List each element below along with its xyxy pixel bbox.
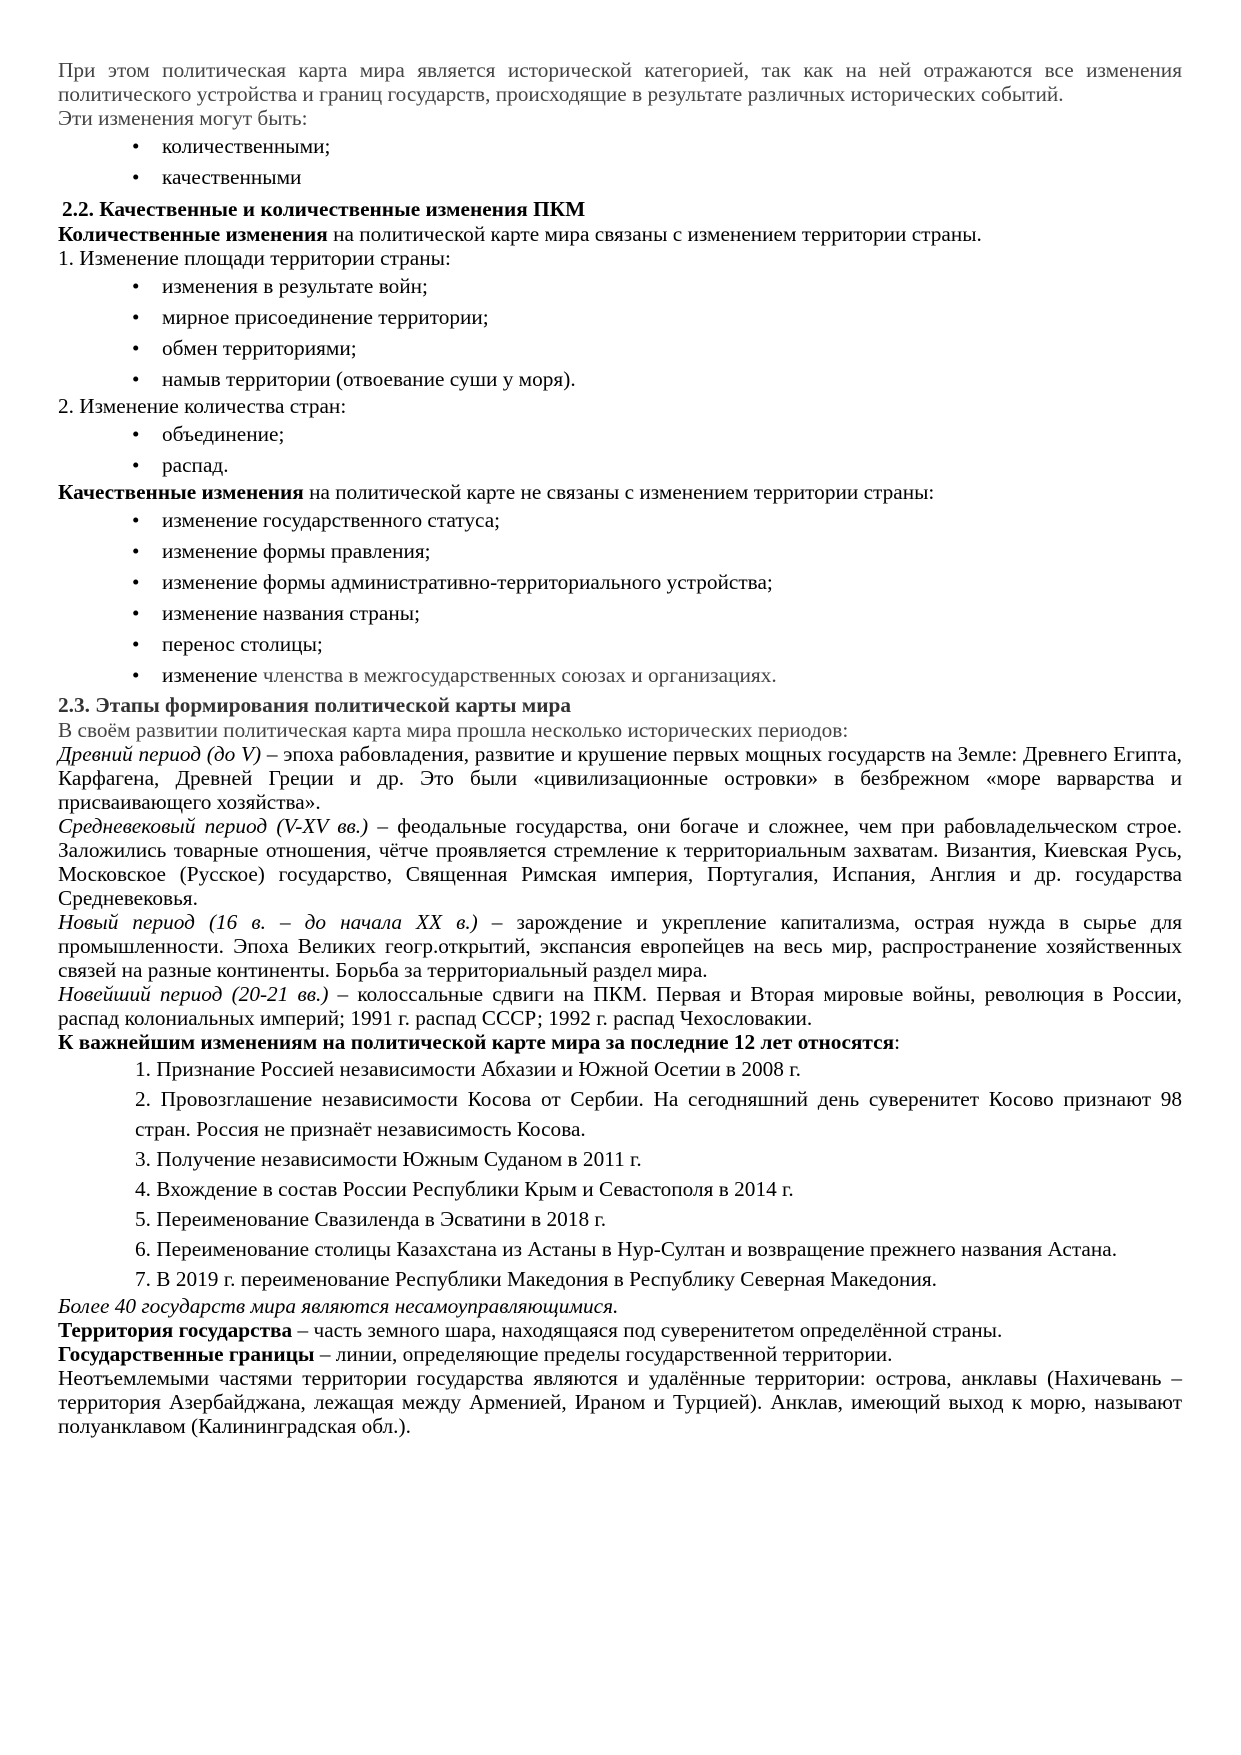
- bullet-icon: •: [132, 570, 140, 594]
- list-item: • объединение;: [58, 420, 1182, 449]
- list-item: • количественными;: [58, 132, 1182, 161]
- intro-lead: Эти изменения могут быть:: [58, 106, 308, 130]
- term: Государственные границы: [58, 1342, 315, 1366]
- term: Количественные изменения: [58, 222, 328, 246]
- list-item: 7. В 2019 г. переименование Республики Македония в Республику Северная Македония.: [135, 1267, 937, 1291]
- intro-list: [58, 132, 1182, 192]
- bullet-icon: •: [132, 422, 140, 446]
- bullet-icon: •: [132, 663, 140, 687]
- list-item: • изменение членства в межгосударственных союзах и организациях.: [58, 661, 1182, 690]
- definition-territory: Территория государства – часть земного шара, находящаяся под суверенитетом определённой страны.: [58, 1318, 1003, 1342]
- bullet-icon: •: [132, 601, 140, 625]
- bullet-icon: •: [132, 632, 140, 656]
- list-item: • изменение государственного статуса;: [58, 506, 1182, 535]
- bullet-icon: •: [132, 134, 140, 158]
- group2-title: 2. Изменение количества стран:: [58, 394, 347, 418]
- bullet-icon: •: [132, 165, 140, 189]
- list-item: 6. Переименование столицы Казахстана из Астаны в Нур-Султан и возвращение прежнего названия Астана.: [135, 1237, 1118, 1261]
- period-name: Древний период (до V): [58, 742, 262, 766]
- period-new: Новый период (16 в. – до начала XX в.) – зарождение и укрепление капитализма, острая нужда в сырье для промышленности. Эпоха Великих геогр.открытий, экспансия европейцев на весь мир, распространение хозяйственных связей на разные континенты. Борьба за территориальный раздел мира.: [58, 910, 1182, 982]
- list-item: • распад.: [58, 451, 1182, 480]
- list-item: • качественными: [58, 163, 1182, 192]
- bullet-icon: •: [132, 508, 140, 532]
- qual-definition: Качественные изменения на политической карте не связаны с изменением территории страны:: [58, 480, 935, 504]
- bullet-icon: •: [132, 539, 140, 563]
- recent-changes-title: К важнейшим изменениям на политической карте мира за последние 12 лет относятся:: [58, 1030, 901, 1054]
- section-heading-2-3: 2.3. Этапы формирования политической карты мира: [58, 693, 572, 717]
- list-item: • обмен территориями;: [58, 334, 1182, 363]
- bullet-icon: •: [132, 305, 140, 329]
- term: Территория государства: [58, 1318, 293, 1342]
- document-page: [58, 58, 1182, 1438]
- quant-definition: Количественные изменения на политической карте мира связаны с изменением территории страны.: [58, 222, 982, 246]
- list-item: • перенос столицы;: [58, 630, 1182, 659]
- period-name: Средневековый период (V-XV вв.): [58, 814, 369, 838]
- period-newest: Новейший период (20-21 вв.) – колоссальные сдвиги на ПКМ. Первая и Вторая мировые войны, революция в России, распад колониальных империй; 1991 г. распад СССР; 1992 г. распад Чехословакии.: [58, 982, 1182, 1030]
- note: Более 40 государств мира являются несамоуправляющимися.: [58, 1294, 619, 1318]
- period-medieval: Средневековый период (V-XV вв.) – феодальные государства, они богаче и сложнее, чем при рабовладельческом строе. Заложились товарные отношения, чётче проявляется стремление к территориальным захватам. Византия, Киевская Русь, Московское (Русское) государство, Священная Римская империя, Португалия, Испания, Англия и др. государства Средневековья.: [58, 814, 1182, 910]
- group1-list: [58, 272, 1182, 394]
- list-item: • изменения в результате войн;: [58, 272, 1182, 301]
- list-item: • изменение формы административно-территориального устройства;: [58, 568, 1182, 597]
- list-item: 2. Провозглашение независимости Косова от Сербии. На сегодняшний день суверенитет Косово признают 98 стран. Россия не признаёт независимость Косова.: [135, 1087, 1182, 1141]
- section-heading-2-2: 2.2. Качественные и количественные изменения ПКМ: [62, 197, 586, 221]
- list-item: 4. Вхождение в состав России Республики Крым и Севастополя в 2014 г.: [135, 1177, 794, 1201]
- list-item: 5. Переименование Свазиленда в Эсватини в 2018 г.: [135, 1207, 607, 1231]
- bullet-icon: •: [132, 274, 140, 298]
- group1-title: 1. Изменение площади территории страны:: [58, 246, 451, 270]
- list-item: • изменение формы правления;: [58, 537, 1182, 566]
- recent-changes-list: [58, 1054, 1182, 1294]
- bullet-icon: •: [132, 453, 140, 477]
- definition-borders: Государственные границы – линии, определяющие пределы государственной территории.: [58, 1342, 893, 1366]
- group2-list: [58, 420, 1182, 480]
- closing-paragraph: Неотъемлемыми частями территории государства являются и удалённые территории: острова, анклавы (Нахичевань – территория Азербайджана, лежащая между Арменией, Ираном и Турцией). Анклав, имеющий выход к морю, называют полуанклавом (Калининградская обл.).: [58, 1366, 1182, 1438]
- period-ancient: Древний период (до V) – эпоха рабовладения, развитие и крушение первых мощных государств на Земле: Древнего Египта, Карфагена, Древней Греции и др. Это были «цивилизационные островки» в безбрежном «море варварства и присваивающего хозяйства».: [58, 742, 1182, 814]
- qual-list: [58, 506, 1182, 690]
- period-name: Новый период (16 в. – до начала XX в.): [58, 910, 478, 934]
- list-item: • изменение названия страны;: [58, 599, 1182, 628]
- list-item: • намыв территории (отвоевание суши у моря).: [58, 365, 1182, 394]
- period-name: Новейший период (20-21 вв.): [58, 982, 329, 1006]
- section23-lead: В своём развитии политическая карта мира прошла несколько исторических периодов:: [58, 718, 849, 742]
- term: Качественные изменения: [58, 480, 304, 504]
- bullet-icon: •: [132, 336, 140, 360]
- list-item: 1. Признание Россией независимости Абхазии и Южной Осетии в 2008 г.: [135, 1057, 801, 1081]
- list-item: • мирное присоединение территории;: [58, 303, 1182, 332]
- intro-paragraph: При этом политическая карта мира является исторической категорией, так как на ней отражаются все изменения политического устройства и границ государств, происходящие в результате различных исторических событий.: [58, 58, 1182, 106]
- list-item: 3. Получение независимости Южным Суданом в 2011 г.: [135, 1147, 642, 1171]
- bullet-icon: •: [132, 367, 140, 391]
